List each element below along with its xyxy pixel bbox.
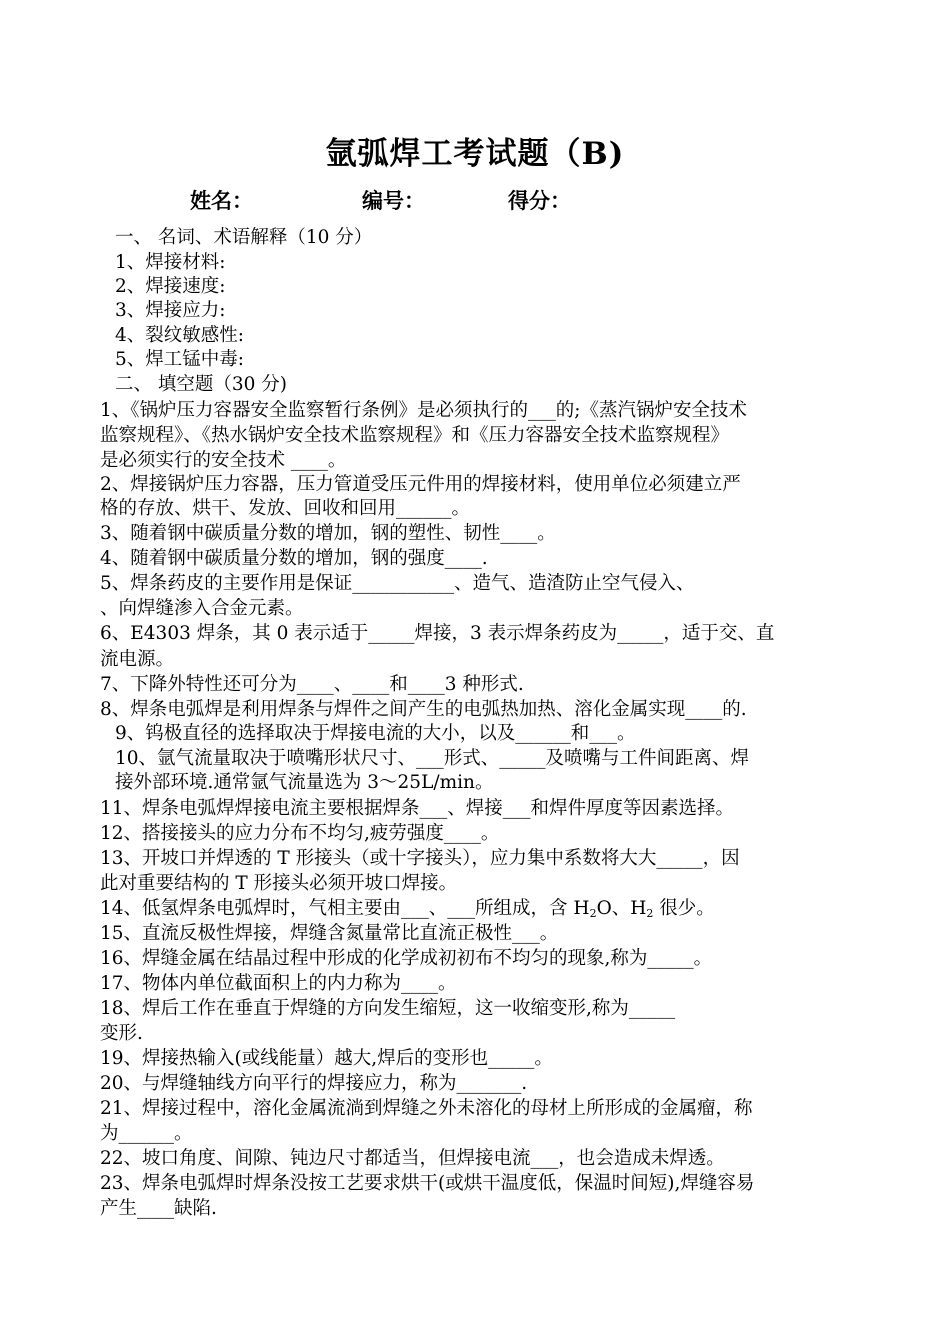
question-line: 4、裂纹敏感性: [115, 325, 245, 346]
question-line: 监察规程》、《热水锅炉安全技术监察规程》和《压力容器安全技术监察规程》 [100, 425, 730, 446]
question-line: 10、氩气流量取决于喷嘴形状尺寸、___形式、_____及喷嘴与工件间距离、焊 [115, 748, 750, 769]
section-heading: 二、 填空题（30 分) [115, 374, 288, 395]
question-line: 9、钨极直径的选择取决于焊接电流的大小，以及______和___。 [115, 723, 636, 744]
question-line: 7、下降外特性还可分为____、____和____3 种形式. [100, 674, 524, 695]
question-line: 21、焊接过程中，溶化金属流淌到焊缝之外未溶化的母材上所形成的金属瘤，称 [100, 1098, 753, 1119]
question-line: 流电源。 [100, 649, 175, 670]
question-text: 14、低氢焊条电弧焊时，气相主要由___、___所组成，含 H [100, 898, 590, 919]
question-line: 18、焊后工作在垂直于焊缝的方向发生缩短，这一收缩变形,称为_____ [100, 998, 676, 1019]
question-line: 1、焊接材料: [115, 252, 226, 273]
question-line: 3、随着钢中碳质量分数的增加，钢的塑性、韧性____。 [100, 523, 556, 544]
question-line: 13、开坡口并焊透的 T 形接头（或十字接头），应力集中系数将大大_____，因 [100, 848, 740, 869]
number-label: 编号： [362, 189, 425, 213]
name-label: 姓名： [190, 189, 253, 213]
question-line: 5、焊条药皮的主要作用是保证___________、造气、造渣防止空气侵入、 [100, 573, 695, 594]
question-line: 变形. [100, 1023, 143, 1044]
question-line: 此对重要结构的 T 形接头必须开坡口焊接。 [100, 873, 458, 894]
subscript: 2 [589, 907, 597, 920]
question-line: 17、物体内单位截面积上的内力称为____。 [100, 973, 457, 994]
question-line: 是必须实行的安全技术 ____。 [100, 450, 347, 471]
question-line: 5、焊工锰中毒: [115, 349, 245, 370]
question-line: 为______。 [100, 1123, 193, 1144]
question-line: 2、焊接速度: [115, 276, 226, 297]
question-line: 接外部环境.通常氩气流量选为 3～25L/min。 [115, 772, 494, 793]
score-label: 得分： [508, 189, 571, 213]
question-line: 1、《锅炉压力容器安全监察暂行条例》是必须执行的___的;《蒸汽锅炉安全技术 [100, 400, 748, 421]
question-line: 15、直流反极性焊接，焊缝含氮量常比直流正极性___。 [100, 923, 559, 944]
question-line: 3、焊接应力: [115, 300, 226, 321]
question-line: 12、搭接接头的应力分布不均匀,疲劳强度____。 [100, 823, 500, 844]
question-text: 很少。 [653, 898, 715, 919]
question-line: 产生____缺陷. [100, 1198, 217, 1219]
question-line: 11、焊条电弧焊焊接电流主要根据焊条___、焊接___和焊件厚度等因素选择。 [100, 798, 735, 819]
question-line: 16、焊缝金属在结晶过程中形成的化学成初初布不均匀的现象,称为_____。 [100, 948, 713, 969]
question-line: 8、焊条电弧焊是利用焊条与焊件之间产生的电弧热加热、溶化金属实现____的. [100, 699, 747, 720]
question-line: 6、E4303 焊条，其 0 表示适于_____焊接，3 表示焊条药皮为_____，适于交、直 [100, 623, 775, 644]
question-line: 格的存放、烘干、发放、回收和回用______。 [100, 498, 471, 519]
question-line: 、向焊缝渗入合金元素。 [100, 598, 304, 619]
section-heading: 一、 名词、术语解释（10 分） [115, 227, 373, 248]
question-text: O、H [596, 898, 647, 919]
question-line: 19、焊接热输入(或线能量）越大,焊后的变形也_____。 [100, 1048, 553, 1069]
question-line: 4、随着钢中碳质量分数的增加，钢的强度____. [100, 548, 488, 569]
question-line: 2、焊接锅炉压力容器，压力管道受压元件用的焊接材料，使用单位必须建立严 [100, 474, 741, 495]
question-line: 20、与焊缝轴线方向平行的焊接应力，称为_______. [100, 1073, 528, 1094]
question-line: 22、坡口角度、间隙、钝边尺寸都适当，但焊接电流___，也会造成未焊透。 [100, 1148, 725, 1169]
subscript: 2 [646, 907, 654, 920]
page-title: 氩弧焊工考试题（B) [325, 136, 625, 172]
question-line: 23、焊条电弧焊时焊条没按工艺要求烘干(或烘干温度低，保温时间短),焊缝容易 [100, 1173, 755, 1194]
